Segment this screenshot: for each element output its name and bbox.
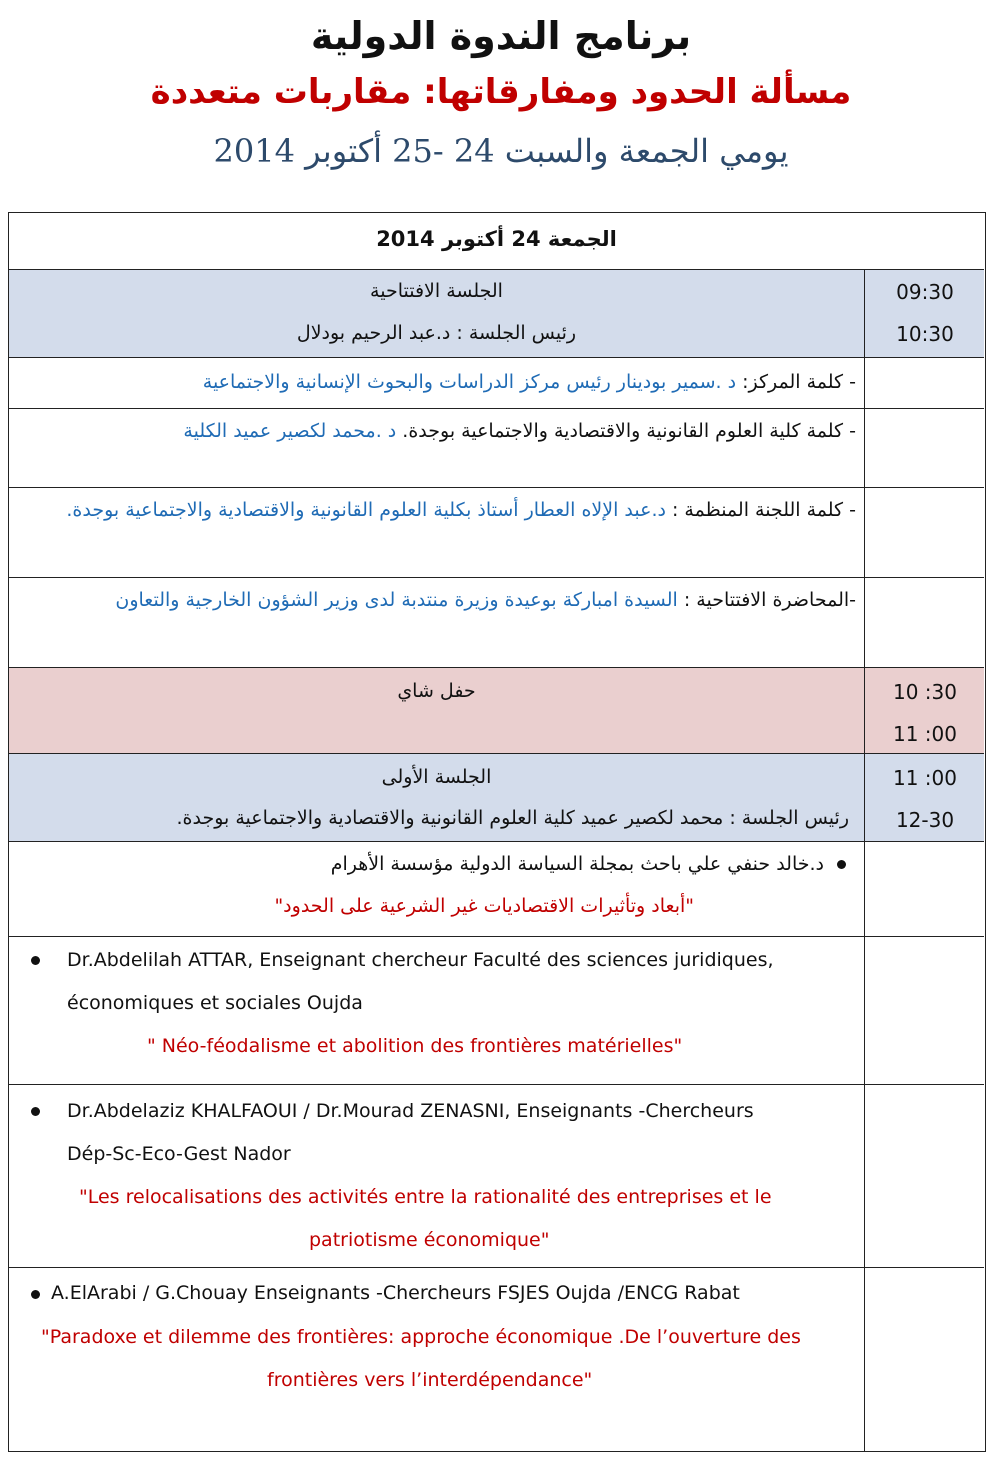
talk-speaker: Dr.Abdelilah ATTAR, Enseignant chercheur Faculté des sciences juridiques, xyxy=(67,949,774,971)
opening-session-chair: رئيس الجلسة : د.عبد الرحيم بودلال xyxy=(296,322,577,344)
tea-time-end: 11 :00 xyxy=(893,722,957,746)
opening-item-text: د .محمد لكصير عميد الكلية xyxy=(183,420,397,442)
talk-title: "Paradoxe et dilemme des frontières: approche économique .De l’ouverture des xyxy=(41,1326,801,1348)
opening-item-label: - كلمة المركز: xyxy=(736,371,856,393)
talk-row xyxy=(9,1084,984,1267)
opening-item-label: - كلمة كلية العلوم القانونية والاقتصادية والاجتماعية بوجدة. xyxy=(396,420,856,442)
talk-row xyxy=(9,1267,984,1450)
bullet-icon xyxy=(31,1107,40,1116)
talk-title-cont: frontières vers l’interdépendance" xyxy=(267,1369,593,1391)
day-title: الجمعة 24 أكتوبر 2014 xyxy=(376,227,617,251)
talk-speaker: Dr.Abdelaziz KHALFAOUI / Dr.Mourad ZENASNI, Enseignants -Chercheurs xyxy=(67,1100,754,1122)
opening-item-row xyxy=(9,357,984,408)
talk-row xyxy=(9,936,984,1084)
opening-time-end: 10:30 xyxy=(896,322,954,346)
talk-row xyxy=(9,841,984,936)
opening-item-row xyxy=(9,487,984,577)
tea-time-start: 10 :30 xyxy=(893,680,957,704)
program-table xyxy=(8,212,986,1452)
talk-title: "Les relocalisations des activités entre la rationalité des entreprises et le xyxy=(79,1186,772,1208)
talk-speaker-cont: Dép-Sc-Eco-Gest Nador xyxy=(67,1143,291,1165)
opening-item xyxy=(26,364,856,400)
opening-item-label: -المحاضرة الافتتاحية : xyxy=(677,589,856,611)
opening-item-text: د .سمير بودينار رئيس مركز الدراسات والبحوث الإنسانية والاجتماعية xyxy=(202,371,737,393)
opening-item xyxy=(26,492,856,528)
talk-speaker-cont: économiques et sociales Oujda xyxy=(67,992,363,1014)
session1-chair: رئيس الجلسة : محمد لكصير عميد كلية العلوم القانونية والاقتصادية والاجتماعية بوجدة. xyxy=(176,807,849,829)
opening-session-row xyxy=(9,269,984,357)
opening-session-title: الجلسة الافتتاحية xyxy=(370,280,503,302)
opening-time-start: 09:30 xyxy=(896,280,954,304)
opening-item-text: السيدة امباركة بوعيدة وزيرة منتدبة لدى وزير الشؤون الخارجية والتعاون xyxy=(115,589,678,611)
bullet-icon xyxy=(31,956,40,965)
opening-item xyxy=(26,413,856,449)
session1-time-start: 11 :00 xyxy=(893,766,957,790)
opening-item-text: د.عبد الإلاه العطار أستاذ بكلية العلوم القانونية والاقتصادية والاجتماعية بوجدة. xyxy=(66,499,666,521)
tea-break-row xyxy=(9,667,984,753)
time-column-divider xyxy=(864,269,865,1451)
bullet-icon xyxy=(31,1290,40,1299)
day-header-row xyxy=(9,213,984,269)
page-subtitle: مسألة الحدود ومفارقاتها: مقاربات متعددة xyxy=(150,72,852,112)
opening-item-label: - كلمة اللجنة المنظمة : xyxy=(665,499,856,521)
page-title: برنامج الندوة الدولية xyxy=(310,14,692,58)
talk-title: " Néo-féodalisme et abolition des frontières matérielles" xyxy=(147,1035,683,1057)
session1-title: الجلسة الأولى xyxy=(381,766,492,788)
opening-item-row xyxy=(9,577,984,667)
talk-title-cont: patriotisme économique" xyxy=(309,1229,550,1251)
event-dates: يومي الجمعة والسبت 24 -25 أكتوبر 2014 xyxy=(213,132,789,170)
opening-item xyxy=(26,582,856,618)
tea-break-title: حفل شاي xyxy=(397,680,476,702)
opening-item-row xyxy=(9,408,984,487)
session1-time-end: 12-30 xyxy=(895,808,955,832)
session1-row xyxy=(9,753,984,841)
talk-speaker: د.خالد حنفي علي باحث بمجلة السياسة الدولية مؤسسة الأهرام xyxy=(330,853,824,875)
bullet-icon xyxy=(837,860,846,869)
talk-speaker: A.ElArabi / G.Chouay Enseignants -Chercheurs FSJES Oujda /ENCG Rabat xyxy=(51,1282,740,1304)
talk-title: "أبعاد وتأثيرات الاقتصاديات غير الشرعية على الحدود" xyxy=(274,895,694,917)
